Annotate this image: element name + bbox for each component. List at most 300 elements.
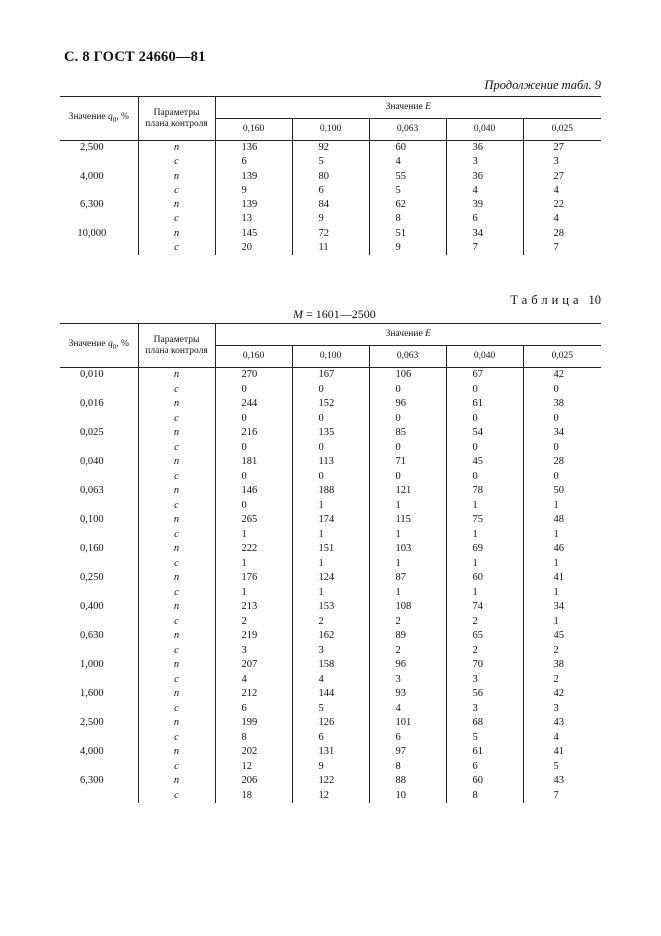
q0-cell: 0,016	[79, 398, 104, 409]
value-cell: 60	[446, 571, 523, 586]
param-cell: n	[138, 426, 215, 441]
param-cell: n	[138, 170, 215, 184]
value-cell: 3	[523, 155, 601, 169]
value-cell: 28	[523, 227, 601, 241]
value-cell: 2	[369, 615, 446, 630]
value-cell: 5	[523, 760, 601, 775]
value-cell: 219	[215, 629, 292, 644]
table-row	[60, 571, 601, 586]
e-value-header: 0,040	[446, 346, 523, 368]
q0-cell: 2,500	[79, 717, 104, 728]
value-cell: 75	[446, 513, 523, 528]
q0-cell: 1,000	[79, 659, 104, 670]
value-cell: 6	[215, 155, 292, 169]
value-cell: 55	[369, 170, 446, 184]
q0-cell: 4,000	[79, 746, 104, 757]
value-cell: 167	[292, 368, 369, 383]
value-cell: 126	[292, 716, 369, 731]
value-cell: 70	[446, 658, 523, 673]
table-row	[60, 760, 601, 775]
table-row	[60, 170, 601, 184]
value-cell: 61	[446, 397, 523, 412]
param-cell: n	[138, 745, 215, 760]
param-cell: n	[138, 774, 215, 789]
value-cell: 1	[446, 586, 523, 601]
value-cell: 222	[215, 542, 292, 557]
value-cell: 1	[215, 586, 292, 601]
table-row	[60, 184, 601, 198]
value-cell: 36	[446, 141, 523, 156]
param-cell: c	[138, 499, 215, 514]
q0-cell: 6,300	[79, 199, 104, 211]
value-cell: 0	[369, 383, 446, 398]
value-cell: 93	[369, 687, 446, 702]
value-cell: 60	[369, 141, 446, 156]
value-cell: 135	[292, 426, 369, 441]
param-cell: c	[138, 557, 215, 572]
value-cell: 80	[292, 170, 369, 184]
value-cell: 46	[523, 542, 601, 557]
continuation-label: Продолжение табл. 9	[484, 78, 601, 92]
value-cell: 0	[292, 383, 369, 398]
e-value-header: 0,100	[292, 346, 369, 368]
param-cell: n	[138, 198, 215, 212]
value-cell: 8	[446, 789, 523, 804]
value-cell: 0	[446, 441, 523, 456]
value-cell: 1	[215, 528, 292, 543]
value-cell: 9	[215, 184, 292, 198]
e-value-header: 0,063	[369, 119, 446, 141]
q0-cell: 2,500	[79, 142, 104, 153]
value-cell: 0	[292, 470, 369, 485]
q0-cell	[60, 383, 138, 398]
e-value-header: 0,040	[446, 119, 523, 141]
q0-cell	[60, 528, 138, 543]
param-cell: n	[138, 716, 215, 731]
value-cell: 153	[292, 600, 369, 615]
table-10	[60, 323, 601, 803]
q0-cell	[60, 241, 138, 255]
value-cell: 188	[292, 484, 369, 499]
value-cell: 115	[369, 513, 446, 528]
value-cell: 3	[292, 644, 369, 659]
value-cell: 6	[446, 212, 523, 226]
param-cell: c	[138, 528, 215, 543]
value-cell: 3	[446, 155, 523, 169]
value-cell: 1	[369, 586, 446, 601]
value-cell: 87	[369, 571, 446, 586]
q0-cell	[60, 212, 138, 226]
value-cell: 2	[292, 615, 369, 630]
value-cell: 74	[446, 600, 523, 615]
value-cell: 0	[523, 470, 601, 485]
value-cell: 34	[446, 227, 523, 241]
value-cell: 216	[215, 426, 292, 441]
value-cell: 0	[523, 441, 601, 456]
value-cell: 27	[523, 141, 601, 156]
value-cell: 1	[523, 528, 601, 543]
table-10-body	[60, 368, 601, 804]
table-9-continuation	[60, 96, 601, 255]
q0-cell: 0,063	[79, 485, 104, 496]
table-10-label: Таблица 10	[510, 293, 601, 307]
q0-cell	[60, 760, 138, 775]
value-cell: 212	[215, 687, 292, 702]
value-cell: 34	[523, 600, 601, 615]
value-cell: 106	[369, 368, 446, 383]
value-cell: 1	[523, 499, 601, 514]
value-cell: 1	[446, 528, 523, 543]
param-cell: n	[138, 658, 215, 673]
value-cell: 60	[446, 774, 523, 789]
table-row	[60, 499, 601, 514]
value-cell: 38	[523, 658, 601, 673]
table-row	[60, 484, 601, 499]
value-cell: 5	[446, 731, 523, 746]
value-cell: 0	[292, 441, 369, 456]
value-cell: 122	[292, 774, 369, 789]
value-cell: 68	[446, 716, 523, 731]
value-cell: 1	[369, 528, 446, 543]
value-cell: 22	[523, 198, 601, 212]
table-row	[60, 397, 601, 412]
param-cell: n	[138, 141, 215, 156]
value-cell: 6	[292, 184, 369, 198]
q0-cell	[60, 557, 138, 572]
param-cell: c	[138, 789, 215, 804]
value-cell: 113	[292, 455, 369, 470]
value-cell: 8	[215, 731, 292, 746]
value-cell: 136	[215, 141, 292, 156]
value-cell: 0	[215, 412, 292, 427]
param-cell: n	[138, 455, 215, 470]
e-header: Значение E	[215, 324, 601, 346]
value-cell: 144	[292, 687, 369, 702]
value-cell: 5	[292, 155, 369, 169]
value-cell: 85	[369, 426, 446, 441]
page-header: С. 8 ГОСТ 24660—81	[64, 49, 206, 65]
value-cell: 131	[292, 745, 369, 760]
q0-header: Значение $q_0$, %	[60, 97, 138, 141]
table-row	[60, 227, 601, 241]
value-cell: 146	[215, 484, 292, 499]
param-cell: c	[138, 241, 215, 255]
value-cell: 1	[523, 615, 601, 630]
value-cell: 6	[369, 731, 446, 746]
value-cell: 42	[523, 687, 601, 702]
value-cell: 4	[523, 212, 601, 226]
value-cell: 3	[215, 644, 292, 659]
value-cell: 54	[446, 426, 523, 441]
value-cell: 4	[369, 702, 446, 717]
value-cell: 0	[523, 412, 601, 427]
value-cell: 0	[369, 470, 446, 485]
q0-cell	[60, 184, 138, 198]
q0-header: Значение $q_0$, %	[60, 324, 138, 368]
table-row	[60, 615, 601, 630]
value-cell: 2	[446, 644, 523, 659]
value-cell: 0	[446, 470, 523, 485]
table-row	[60, 600, 601, 615]
value-cell: 139	[215, 170, 292, 184]
value-cell: 0	[292, 412, 369, 427]
param-cell: c	[138, 702, 215, 717]
value-cell: 36	[446, 170, 523, 184]
param-cell: n	[138, 542, 215, 557]
value-cell: 0	[215, 441, 292, 456]
value-cell: 0	[446, 383, 523, 398]
value-cell: 43	[523, 774, 601, 789]
value-cell: 124	[292, 571, 369, 586]
value-cell: 1	[523, 586, 601, 601]
q0-cell: 0,250	[79, 572, 104, 583]
value-cell: 1	[292, 499, 369, 514]
q0-cell: 0,025	[79, 427, 104, 438]
q0-cell: 10,000	[77, 227, 107, 239]
params-header: Параметры плана контроля	[138, 324, 215, 368]
value-cell: 0	[215, 383, 292, 398]
q0-cell: 6,300	[79, 775, 104, 786]
value-cell: 2	[446, 615, 523, 630]
value-cell: 265	[215, 513, 292, 528]
param-cell: c	[138, 615, 215, 630]
value-cell: 1	[292, 528, 369, 543]
value-cell: 6	[215, 702, 292, 717]
table-row	[60, 745, 601, 760]
value-cell: 72	[292, 227, 369, 241]
value-cell: 97	[369, 745, 446, 760]
value-cell: 51	[369, 227, 446, 241]
table-row	[60, 412, 601, 427]
params-header: Параметры плана контроля	[138, 97, 215, 141]
q0-cell	[60, 412, 138, 427]
value-cell: 121	[369, 484, 446, 499]
q0-cell: 4,000	[79, 170, 104, 182]
value-cell: 38	[523, 397, 601, 412]
q0-cell	[60, 441, 138, 456]
table-10-formula: M = 1601—2500	[293, 307, 376, 321]
table-row	[60, 629, 601, 644]
value-cell: 2	[369, 644, 446, 659]
value-cell: 0	[369, 412, 446, 427]
value-cell: 181	[215, 455, 292, 470]
value-cell: 1	[215, 557, 292, 572]
q0-cell	[60, 155, 138, 169]
value-cell: 152	[292, 397, 369, 412]
param-cell: n	[138, 600, 215, 615]
table-row	[60, 687, 601, 702]
value-cell: 4	[523, 184, 601, 198]
value-cell: 103	[369, 542, 446, 557]
value-cell: 0	[215, 499, 292, 514]
value-cell: 202	[215, 745, 292, 760]
param-cell: c	[138, 731, 215, 746]
table-row	[60, 513, 601, 528]
table-row	[60, 716, 601, 731]
table-row	[60, 198, 601, 212]
value-cell: 2	[523, 673, 601, 688]
e-value-header: 0,100	[292, 119, 369, 141]
q0-cell	[60, 789, 138, 804]
param-cell: c	[138, 184, 215, 198]
q0-cell: 0,010	[79, 369, 104, 380]
value-cell: 158	[292, 658, 369, 673]
value-cell: 6	[292, 731, 369, 746]
value-cell: 56	[446, 687, 523, 702]
value-cell: 69	[446, 542, 523, 557]
table-row	[60, 141, 601, 156]
table-row	[60, 542, 601, 557]
value-cell: 199	[215, 716, 292, 731]
table-row	[60, 557, 601, 572]
table-10-header	[60, 324, 601, 368]
param-cell: c	[138, 673, 215, 688]
param-cell: c	[138, 383, 215, 398]
value-cell: 43	[523, 716, 601, 731]
param-cell: c	[138, 644, 215, 659]
value-cell: 2	[523, 644, 601, 659]
param-cell: c	[138, 441, 215, 456]
table-9-header	[60, 97, 601, 141]
table-row	[60, 673, 601, 688]
value-cell: 1	[523, 557, 601, 572]
table-row	[60, 702, 601, 717]
param-cell: c	[138, 470, 215, 485]
q0-cell: 0,400	[79, 601, 104, 612]
value-cell: 0	[446, 412, 523, 427]
param-cell: n	[138, 368, 215, 383]
value-cell: 96	[369, 658, 446, 673]
q0-cell: 0,630	[79, 630, 104, 641]
table-row	[60, 155, 601, 169]
table-row	[60, 383, 601, 398]
value-cell: 145	[215, 227, 292, 241]
value-cell: 0	[369, 441, 446, 456]
param-cell: n	[138, 484, 215, 499]
value-cell: 6	[446, 760, 523, 775]
value-cell: 10	[369, 789, 446, 804]
e-value-header: 0,025	[523, 346, 601, 368]
table-row	[60, 455, 601, 470]
q0-cell	[60, 644, 138, 659]
value-cell: 45	[523, 629, 601, 644]
value-cell: 4	[292, 673, 369, 688]
table-row	[60, 658, 601, 673]
value-cell: 42	[523, 368, 601, 383]
e-value-header: 0,160	[215, 346, 292, 368]
param-cell: n	[138, 513, 215, 528]
value-cell: 1	[446, 499, 523, 514]
value-cell: 7	[523, 789, 601, 804]
value-cell: 0	[523, 383, 601, 398]
value-cell: 2	[215, 615, 292, 630]
value-cell: 11	[292, 241, 369, 255]
table-9-body	[60, 141, 601, 256]
value-cell: 27	[523, 170, 601, 184]
param-cell: c	[138, 155, 215, 169]
value-cell: 108	[369, 600, 446, 615]
value-cell: 1	[369, 499, 446, 514]
value-cell: 71	[369, 455, 446, 470]
table-row	[60, 441, 601, 456]
q0-cell	[60, 673, 138, 688]
q0-cell	[60, 470, 138, 485]
value-cell: 88	[369, 774, 446, 789]
param-cell: n	[138, 629, 215, 644]
value-cell: 18	[215, 789, 292, 804]
table-row	[60, 644, 601, 659]
param-cell: n	[138, 687, 215, 702]
value-cell: 67	[446, 368, 523, 383]
value-cell: 62	[369, 198, 446, 212]
value-cell: 151	[292, 542, 369, 557]
value-cell: 244	[215, 397, 292, 412]
q0-cell: 1,600	[79, 688, 104, 699]
value-cell: 78	[446, 484, 523, 499]
value-cell: 50	[523, 484, 601, 499]
value-cell: 101	[369, 716, 446, 731]
param-cell: c	[138, 586, 215, 601]
q0-cell	[60, 702, 138, 717]
table-row	[60, 586, 601, 601]
e-value-header: 0,063	[369, 346, 446, 368]
value-cell: 4	[446, 184, 523, 198]
value-cell: 9	[292, 760, 369, 775]
value-cell: 61	[446, 745, 523, 760]
value-cell: 139	[215, 198, 292, 212]
value-cell: 41	[523, 571, 601, 586]
value-cell: 1	[446, 557, 523, 572]
value-cell: 92	[292, 141, 369, 156]
value-cell: 5	[369, 184, 446, 198]
param-cell: c	[138, 412, 215, 427]
value-cell: 3	[446, 673, 523, 688]
value-cell: 3	[523, 702, 601, 717]
value-cell: 1	[369, 557, 446, 572]
table-row	[60, 212, 601, 226]
value-cell: 4	[369, 155, 446, 169]
value-cell: 8	[369, 212, 446, 226]
e-value-header: 0,160	[215, 119, 292, 141]
value-cell: 48	[523, 513, 601, 528]
table-row	[60, 241, 601, 255]
value-cell: 176	[215, 571, 292, 586]
value-cell: 39	[446, 198, 523, 212]
value-cell: 3	[369, 673, 446, 688]
q0-cell: 0,100	[79, 514, 104, 525]
value-cell: 7	[446, 241, 523, 255]
value-cell: 45	[446, 455, 523, 470]
value-cell: 162	[292, 629, 369, 644]
value-cell: 5	[292, 702, 369, 717]
e-header: Значение E	[215, 97, 601, 119]
value-cell: 1	[292, 557, 369, 572]
value-cell: 8	[369, 760, 446, 775]
value-cell: 174	[292, 513, 369, 528]
table-row	[60, 426, 601, 441]
value-cell: 1	[292, 586, 369, 601]
value-cell: 4	[215, 673, 292, 688]
value-cell: 9	[369, 241, 446, 255]
table-row	[60, 731, 601, 746]
value-cell: 4	[523, 731, 601, 746]
param-cell: n	[138, 397, 215, 412]
table-row	[60, 470, 601, 485]
value-cell: 13	[215, 212, 292, 226]
value-cell: 7	[523, 241, 601, 255]
value-cell: 213	[215, 600, 292, 615]
q0-cell	[60, 731, 138, 746]
